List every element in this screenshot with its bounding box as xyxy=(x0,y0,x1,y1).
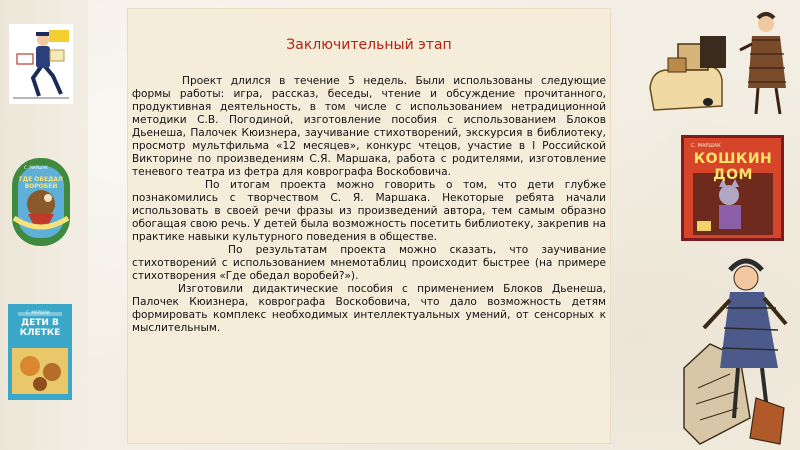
book-cover-sparrow xyxy=(8,156,74,248)
cat-book-author: С. МАРШАК xyxy=(691,143,721,149)
kids-book-title: ДЕТИ В КЛЕТКЕ xyxy=(19,318,61,338)
paragraph-3: По результатам проекта можно сказать, что заучивание стихотворений с использованием мнемотаблиц происходит быстрее (на примере стихотворения «Где обедал воробей?»). xyxy=(132,244,606,282)
sparrow-book-title: ГДЕ ОБЕДАЛ ВОРОБЕЙ xyxy=(18,176,64,190)
slide-title: Заключительный этап xyxy=(286,37,452,53)
paragraph-2: По итогам проекта можно говорить о том, что дети глубже познакомились с творчеством С. Я. Маршака. Некоторые ребята начали использовать в своей речи фразы из произведений автора, тем самым образно обогащая свою речь. У детей была возможность посетить библиотеку, закрепив на практике навыки культурного поведения в обществе. xyxy=(132,179,606,243)
sparrow-book-author: С. МАРШАК xyxy=(24,165,48,170)
book-cover-cat-house xyxy=(681,135,784,241)
text-panel xyxy=(127,8,611,444)
postman-illustration xyxy=(9,24,73,104)
paragraph-1: Проект длился в течение 5 недель. Были использованы следующие формы работы: игра, рассказ, беседы, чтение и обсуждение прочитанного, продуктивная деятельность, в том числе с использованием нетрадиционной методики С.В. Погодиной, изготовление пособия с использованием Блоков Дьенеша, Палочек Кюизнера, заучивание стихотворений, экскурсия в библиотеку, просмотр мультфильма «12 месяцев», конкурс чтецов, участие в I Российской Викторине по произведениям С.Я. Маршака, работа с родителями, изготовление теневого театра из фетра для коврографа Воскобовича. xyxy=(132,75,606,178)
kids-book-author: С. МАРШАК xyxy=(26,310,50,315)
cat-book-title: КОШКИН ДОМ xyxy=(693,151,773,183)
luggage-lady-illustration xyxy=(648,10,798,125)
book-cover-kids xyxy=(8,304,72,400)
old-woman-illustration xyxy=(680,248,792,448)
paragraph-4: Изготовили дидактические пособия с применением Блоков Дьенеша, Палочек Кюизнера, коврографа Воскобовича, что дало возможность детям формировать комплекс необходимых интеллектуальных умений, от сенсорных к мыслительным. xyxy=(132,283,606,334)
slide-body xyxy=(128,75,610,335)
